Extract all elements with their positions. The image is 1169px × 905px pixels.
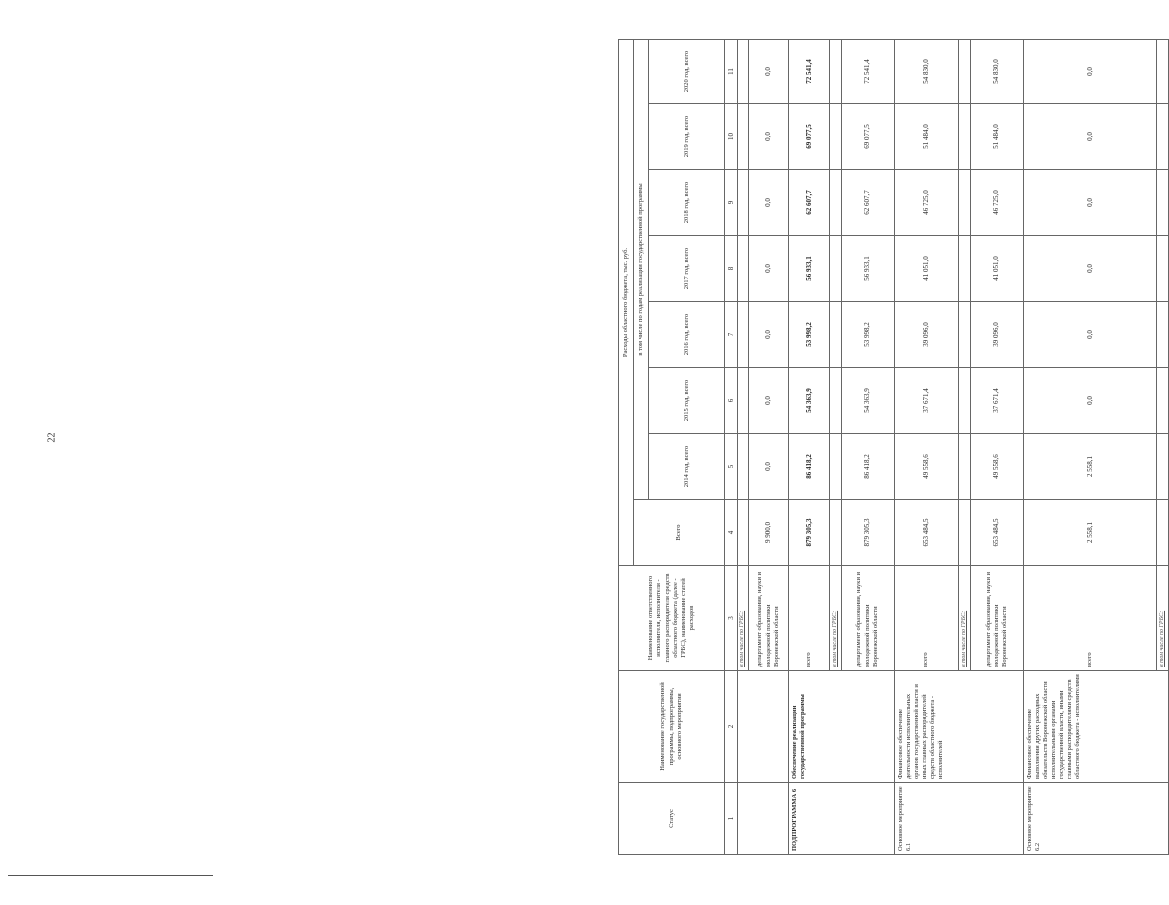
executor-cell: всего — [788, 566, 829, 671]
value-2015: 54 363,9 — [788, 368, 829, 434]
status-cell: Основное мероприятие 6.1 — [894, 783, 1023, 855]
value-total: 653 484,5 — [970, 500, 1023, 566]
value-2017: 41 051,0 — [894, 236, 959, 302]
value-2018: 62 607,7 — [788, 170, 829, 236]
value-2015: 54 363,9 — [841, 368, 894, 434]
col-number: 11 — [725, 40, 738, 104]
table-row — [788, 40, 829, 855]
col-number: 8 — [725, 236, 738, 302]
header-year-2020: 2020 год, всего — [649, 40, 725, 104]
col-number: 10 — [725, 104, 738, 170]
col-number: 4 — [725, 500, 738, 566]
executor-cell: всего — [894, 566, 959, 671]
value-2020: 54 830,0 — [894, 40, 959, 104]
header-year-2016: 2016 год, всего — [649, 302, 725, 368]
col-number: 7 — [725, 302, 738, 368]
value-2020: 54 830,0 — [970, 40, 1023, 104]
executor-cell: департамент образования, науки и молодежной политики Воронежской области — [749, 566, 788, 671]
status-cell: ПОДПРОГРАММА 6 — [788, 783, 894, 855]
value-2019: 0,0 — [749, 104, 788, 170]
header-year-2018: 2018 год, всего — [649, 170, 725, 236]
table-row — [1023, 40, 1157, 855]
value-2015: 0,0 — [1023, 368, 1157, 434]
header-in-years: в том числе по годам реализации государственной программы — [634, 40, 649, 500]
footnote-divider — [8, 875, 213, 876]
executor-cell: в том числе по ГРБС: — [830, 566, 842, 671]
page-number: 22 — [46, 432, 58, 443]
value-2017: 56 933,1 — [788, 236, 829, 302]
status-cell: Основное мероприятие 6.2 — [1023, 783, 1168, 855]
header-total: Всего — [634, 500, 725, 566]
program-cell — [737, 671, 788, 783]
executor-cell: в том числе по ГРБС: — [737, 566, 749, 671]
executor-cell: департамент образования, науки и молодежной политики Воронежской области — [970, 566, 1023, 671]
col-number: 6 — [725, 368, 738, 434]
value-2015: 37 671,4 — [894, 368, 959, 434]
value-2019: 51 484,0 — [970, 104, 1023, 170]
value-2016: 53 998,2 — [841, 302, 894, 368]
value-total: 879 305,3 — [788, 500, 829, 566]
value-2017: 0,0 — [1023, 236, 1157, 302]
budget-table-sheet — [618, 40, 1169, 855]
value-2014: 2 558,1 — [1023, 434, 1157, 500]
table-row — [737, 40, 749, 855]
value-2015: 37 671,4 — [970, 368, 1023, 434]
value-2020: 0,0 — [1023, 40, 1157, 104]
value-2018: 46 725,0 — [970, 170, 1023, 236]
value-total: 9 900,0 — [749, 500, 788, 566]
executor-cell: всего — [1023, 566, 1157, 671]
value-2014: 49 558,6 — [970, 434, 1023, 500]
value-2020: 72 541,4 — [841, 40, 894, 104]
header-year-2014: 2014 год, всего — [649, 434, 725, 500]
header-year-2015: 2015 год, всего — [649, 368, 725, 434]
value-2016: 39 096,0 — [970, 302, 1023, 368]
program-cell: Финансовое обеспечение выполнения других расходных обязательств Воронежской области исполнительными органами государственной власти, иными главными распорядителями средств областного бюджета - исполнителями — [1023, 671, 1168, 783]
value-2020: 0,0 — [749, 40, 788, 104]
program-cell: Обеспечение реализации государственной программы — [788, 671, 894, 783]
col-number: 5 — [725, 434, 738, 500]
value-2016: 0,0 — [1023, 302, 1157, 368]
header-expenses: Расходы областного бюджета, тыс. руб. — [619, 40, 634, 566]
status-cell — [737, 783, 788, 855]
col-number: 2 — [725, 671, 738, 783]
value-total: 2 558,1 — [1023, 500, 1157, 566]
value-2019: 0,0 — [1023, 104, 1157, 170]
value-2014: 49 558,6 — [894, 434, 959, 500]
program-cell: Финансовое обеспечение деятельности исполнительных органов государственной власти и иных главных распорядителей средств областного бюджета - исполнителей — [894, 671, 1023, 783]
value-2016: 0,0 — [749, 302, 788, 368]
executor-cell: в том числе по ГРБС: — [1157, 566, 1169, 671]
header-program-name: Наименование государственной программы, подпрограммы, основного мероприятия — [619, 671, 725, 783]
header-status: Статус — [619, 783, 725, 855]
budget-table — [618, 39, 1169, 855]
value-2017: 56 933,1 — [841, 236, 894, 302]
value-2018: 62 607,7 — [841, 170, 894, 236]
table-row — [894, 40, 959, 855]
header-executor: Наименование ответственного исполнителя, исполнителя - главного распорядителя средств областного бюджета (далее - ГРБС), наименование статей расходов — [619, 566, 725, 671]
value-total: 653 484,5 — [894, 500, 959, 566]
value-2014: 86 418,2 — [841, 434, 894, 500]
value-2015: 0,0 — [749, 368, 788, 434]
value-2018: 0,0 — [1023, 170, 1157, 236]
executor-cell: департамент образования, науки и молодежной политики Воронежской области — [841, 566, 894, 671]
value-total: 879 305,3 — [841, 500, 894, 566]
value-2019: 69 077,5 — [841, 104, 894, 170]
value-2018: 46 725,0 — [894, 170, 959, 236]
value-2016: 53 998,2 — [788, 302, 829, 368]
value-2016: 39 096,0 — [894, 302, 959, 368]
header-year-2019: 2019 год, всего — [649, 104, 725, 170]
col-number: 1 — [725, 783, 738, 855]
value-2017: 0,0 — [749, 236, 788, 302]
value-2017: 41 051,0 — [970, 236, 1023, 302]
col-number: 3 — [725, 566, 738, 671]
value-2014: 0,0 — [749, 434, 788, 500]
executor-cell: в том числе по ГРБС: — [959, 566, 971, 671]
value-2019: 51 484,0 — [894, 104, 959, 170]
col-number: 9 — [725, 170, 738, 236]
value-2014: 86 418,2 — [788, 434, 829, 500]
header-year-2017: 2017 год, всего — [649, 236, 725, 302]
value-2018: 0,0 — [749, 170, 788, 236]
value-2019: 69 077,5 — [788, 104, 829, 170]
value-2020: 72 541,4 — [788, 40, 829, 104]
